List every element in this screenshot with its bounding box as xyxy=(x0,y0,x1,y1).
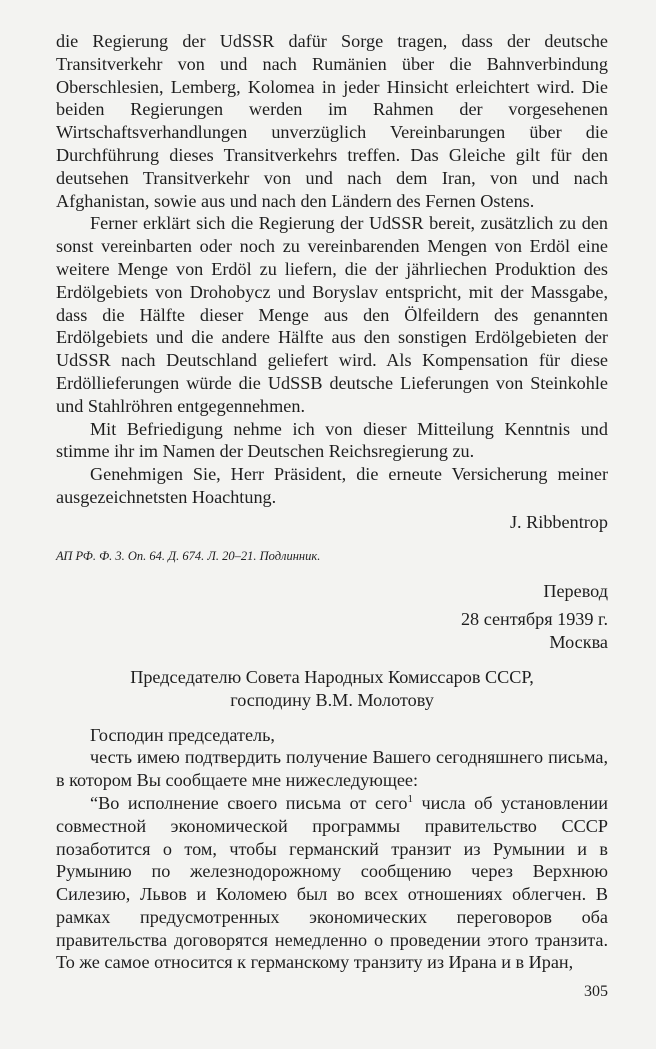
signature: J. Ribbentrop xyxy=(509,511,608,532)
salutation: Господин председатель, xyxy=(90,724,275,745)
german-paragraph-2: Ferner erklärt sich die Regierung der UdSSR bereit, zusätzlich zu den sonst vereinbarten oder noch zu vereinbarenden Mengen von Erdöl eine weitere Menge von Erdöl zu liefern, die der jährliechen Produktion des Erdölgebiets von Drohobycz und Boryslav entspricht, mit der Massgabe, dass die Hälfte dieser Menge aus den Ölfeildern des genannten Erdölgebiets und die andere Hälfte aus den sonstigen Erdölgebieten der UdSSR nach Deutschland geliefert wird. Als Kompensation für diese Erdöllieferungen würde die UdSSB deutsche Lieferungen von Steinkohle und Stahlröhren entgegennehmen. xyxy=(56,213,608,416)
addressee-line-2: господину В.М. Молотову xyxy=(230,689,434,710)
russian-quote-paragraph xyxy=(56,792,608,974)
quote-text-start: “Во исполнение своего письма от сего xyxy=(90,792,408,813)
page-number: 305 xyxy=(584,983,608,1000)
quote-text-rest: числа об установлении совместной экономической программы правительство СССР позаботится о том, чтобы германский транзит из Румынии и в Румынию по железнодорожному сообщению через Верхнюю Силезию, Львов и Коломею был во всех отношениях облегчен. В рамках предусмотренных экономических переговоров оба правительства договорятся немедленно о проведении этого транзита. То же самое относится к германскому транзиту из Ирана и в Иран, xyxy=(56,792,608,973)
translation-label: Перевод xyxy=(543,580,608,601)
source-note: АП РФ. Ф. 3. Оп. 64. Д. 674. Л. 20–21. Подлинник. xyxy=(56,548,321,563)
letter-place: Москва xyxy=(549,632,608,653)
addressee-block xyxy=(56,666,608,712)
russian-paragraph-1: честь имею подтвердить получение Вашего сегодняшнего письма, в котором Вы сообщаете мне нижеследующее: xyxy=(56,747,608,791)
german-paragraph-4: Genehmigen Sie, Herr Präsident, die erneute Versicherung meiner ausgezeichnetsten Hoachtung. xyxy=(56,464,608,507)
addressee-line-1: Председателю Совета Народных Комиссаров СССР, xyxy=(130,666,534,687)
german-paragraph-1: die Regierung der UdSSR dafür Sorge tragen, dass der deutsche Transitverkehr von und nach Rumänien über die Bahnverbindung Oberschlesien, Lemberg, Kolomea in jeder Hinsicht erleichtert wird. Die beiden Regierungen werden im Rahmen der vorgesehenen Wirtschaftsverhandlungen unverzüglich Vereinbarungen über die Durchführung dieses Transitverkehrs treffen. Das Gleiche gilt für den deutsehen Transitverkehr von und nach dem Iran, von und nach Afghanistan, sowie aus und nach den Ländern des Fernen Ostens. xyxy=(56,31,608,211)
german-paragraph-3: Mit Befriedigung nehme ich von dieser Mitteilung Kenntnis und stimme ihr im Namen der Deutschen Reichsregierung zu. xyxy=(56,418,608,462)
footnote-mark: 1 xyxy=(407,792,413,805)
letter-date: 28 сентября 1939 г. xyxy=(460,609,608,630)
